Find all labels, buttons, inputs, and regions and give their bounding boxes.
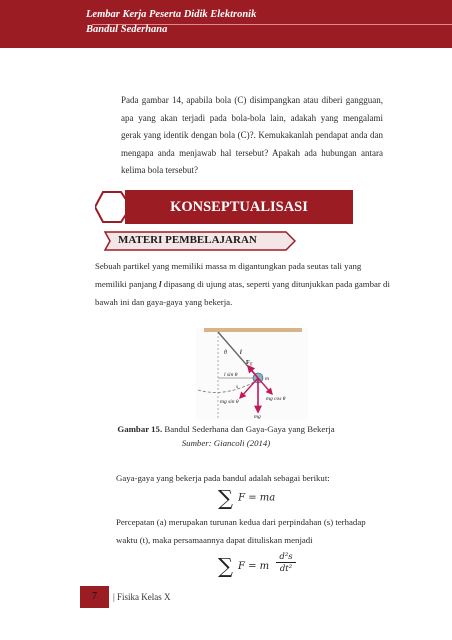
label-length: l bbox=[240, 350, 242, 356]
subsection-title: MATERI PEMBELAJARAN bbox=[118, 234, 257, 246]
pendulum-diagram bbox=[196, 328, 308, 420]
section-title: KONSEPTUALISASI bbox=[170, 199, 308, 215]
acceleration-paragraph: Percepatan (a) merupakan turunan kedua dari perpindahan (s) terhadap waktu (t), maka persamaannya dapat dituliskan menjadi bbox=[116, 517, 366, 545]
figure-caption bbox=[0, 424, 452, 434]
label-l-sin-theta: l sin θ bbox=[224, 372, 238, 378]
materi-symbol-l: l bbox=[159, 279, 162, 289]
label-tension: $F_T$ bbox=[246, 360, 253, 367]
pendulum-figure bbox=[196, 328, 308, 420]
label-theta: θ bbox=[224, 350, 227, 356]
fraction-numerator: d²s bbox=[276, 552, 296, 563]
header-subtitle: Bandul Sederhana bbox=[86, 24, 168, 35]
materi-text-before: Sebuah partikel yang memiliki massa m digantungkan pada seutas tali yang memiliki panjang bbox=[95, 261, 362, 289]
footer-text: | Fisika Kelas X bbox=[113, 592, 171, 602]
label-mg: mg bbox=[254, 414, 261, 420]
header-title: Lembar Kerja Peserta Didik Elektronik bbox=[86, 9, 257, 20]
sigma-symbol-2: ∑ bbox=[218, 554, 233, 578]
label-mg-cos: mg cos θ bbox=[266, 396, 286, 402]
caption-text: Bandul Sederhana dan Gaya-Gaya yang Bekerja bbox=[162, 424, 335, 434]
label-mass: m bbox=[265, 376, 269, 382]
page-header bbox=[0, 0, 452, 48]
intro-paragraph: Pada gambar 14, apabila bola (C) disimpangkan atau diberi gangguan, apa yang akan terjadi pada bola-bola lain, adakah yang mengalami gerak yang identik dengan bola (C)?. Kemukakanlah pendapat anda dan mengapa anda menjawab hal tersebut? Apakah ada hubungan antara kelima bola tersebut? bbox=[121, 95, 383, 175]
materi-text-after: dipasang di ujung atas, seperti yang ditunjukkan pada gambar di bawah ini dan gaya-gaya yang bekerja. bbox=[95, 279, 390, 307]
figure-background bbox=[196, 328, 308, 420]
page-number: 7 bbox=[92, 591, 97, 602]
ceiling-support bbox=[204, 328, 302, 332]
label-arc-s: s bbox=[236, 384, 239, 390]
forces-sentence: Gaya-gaya yang bekerja pada bandul adalah sebagai berikut: bbox=[116, 473, 330, 483]
formula-lhs: F = m bbox=[238, 561, 270, 572]
figure-source: Sumber: Giancoli (2014) bbox=[181, 438, 271, 448]
materi-paragraph bbox=[95, 257, 395, 311]
caption-label: Gambar 15. bbox=[117, 424, 163, 434]
subsection-label bbox=[104, 231, 296, 251]
fraction-denominator: dt² bbox=[279, 564, 293, 574]
section-banner bbox=[95, 190, 353, 224]
label-mg-sin: mg sin θ bbox=[220, 399, 239, 405]
formula-newton-expression: F = ma bbox=[238, 492, 276, 504]
sigma-symbol: ∑ bbox=[218, 486, 233, 510]
formula-newton bbox=[218, 486, 275, 510]
